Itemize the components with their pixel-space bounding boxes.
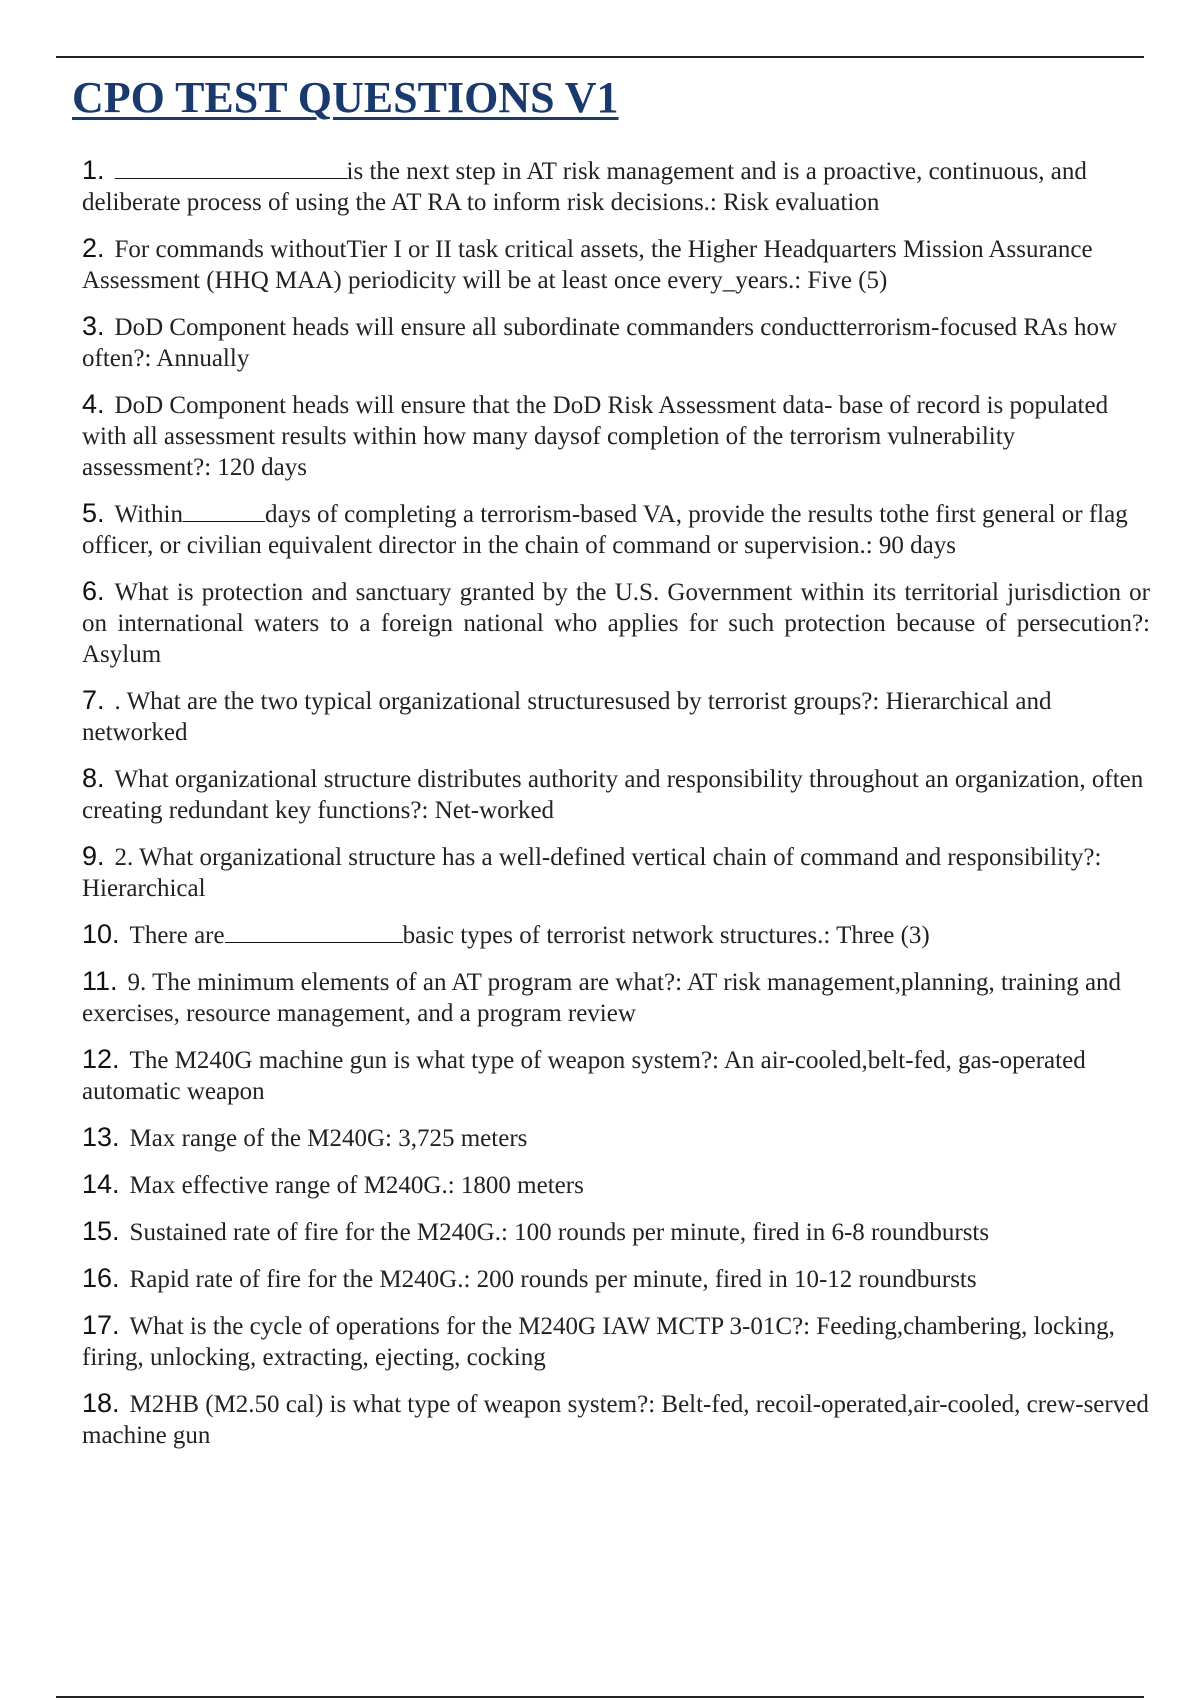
question-text: basic types of terrorist network structures.: Three (3) xyxy=(402,922,930,949)
question-item xyxy=(82,311,1150,374)
question-text: Max effective range of M240G.: 1800 meters xyxy=(129,1172,584,1199)
question-text: What is protection and sanctuary granted by the U.S. Government within its territorial jurisdiction or on international waters to a foreign national who applies for such protection because of persecution?: Asylum xyxy=(82,579,1150,668)
question-text: 2. What organizational structure has a well-defined vertical chain of command and responsibility?: Hierarchical xyxy=(82,844,1102,902)
page-title: CPO TEST QUESTIONS V1 xyxy=(72,73,619,122)
question-text: Sustained rate of fire for the M240G.: 100 rounds per minute, fired in 6-8 roundbursts xyxy=(129,1219,990,1246)
question-item xyxy=(82,576,1150,670)
question-item xyxy=(82,389,1150,483)
question-item xyxy=(82,1216,1150,1248)
question-item xyxy=(82,1310,1150,1373)
question-number: 1. xyxy=(82,155,105,185)
question-text: What organizational structure distributes authority and responsibility throughout an organization, often creating redundant key functions?: Net-worked xyxy=(82,766,1144,824)
question-item xyxy=(82,498,1150,561)
question-text: Within xyxy=(114,501,183,528)
question-number: 16. xyxy=(82,1263,120,1293)
question-item xyxy=(82,1388,1150,1451)
question-number: 15. xyxy=(82,1216,120,1246)
answer-blank xyxy=(183,503,265,522)
question-text: Rapid rate of fire for the M240G.: 200 rounds per minute, fired in 10-12 roundbursts xyxy=(129,1266,977,1293)
question-number: 14. xyxy=(82,1169,120,1199)
question-text: . What are the two typical organizational structuresused by terrorist groups?: Hierarchical and networked xyxy=(82,688,1052,746)
question-number: 17. xyxy=(82,1310,120,1340)
question-text: Max range of the M240G: 3,725 meters xyxy=(129,1125,528,1152)
question-item xyxy=(82,1263,1150,1295)
question-item xyxy=(82,919,1150,951)
bottom-rule xyxy=(56,1696,1144,1698)
question-text: What is the cycle of operations for the M240G IAW MCTP 3-01C?: Feeding,chambering, locking, firing, unlocking, extracting, ejecting, cocking xyxy=(82,1313,1115,1371)
question-number: 8. xyxy=(82,763,105,793)
question-text: 9. The minimum elements of an AT program are what?: AT risk management,planning, training and exercises, resource management, and a program review xyxy=(82,969,1122,1027)
question-number: 13. xyxy=(82,1122,120,1152)
question-item xyxy=(82,966,1150,1029)
question-item xyxy=(82,1044,1150,1107)
answer-blank xyxy=(115,160,347,179)
question-text: is the next step in AT risk management and is a proactive, continuous, and deliberate process of using the AT RA to inform risk decisions.: Risk evaluation xyxy=(82,158,1087,216)
question-number: 4. xyxy=(82,389,105,419)
question-item xyxy=(82,685,1150,748)
question-item xyxy=(82,155,1150,218)
question-number: 12. xyxy=(82,1044,120,1074)
question-number: 3. xyxy=(82,311,105,341)
question-list xyxy=(82,155,1150,1466)
question-number: 9. xyxy=(82,841,105,871)
question-item xyxy=(82,841,1150,904)
question-text: DoD Component heads will ensure that the DoD Risk Assessment data- base of record is populated with all assessment results within how many daysof completion of the terrorism vulnerability assessment?: 120 days xyxy=(82,392,1109,481)
question-text: There are xyxy=(129,922,225,949)
question-number: 11. xyxy=(82,966,118,996)
question-text: The M240G machine gun is what type of weapon system?: An air-cooled,belt-fed, gas-operated automatic weapon xyxy=(82,1047,1086,1105)
question-text: days of completing a terrorism-based VA, provide the results tothe first general or flag officer, or civilian equivalent director in the chain of command or supervision.: 90 days xyxy=(82,501,1128,559)
question-number: 5. xyxy=(82,498,105,528)
question-number: 7. xyxy=(82,685,105,715)
question-item xyxy=(82,1169,1150,1201)
question-number: 2. xyxy=(82,233,105,263)
question-item xyxy=(82,233,1150,296)
top-rule xyxy=(56,56,1144,58)
question-number: 18. xyxy=(82,1388,120,1418)
question-number: 10. xyxy=(82,919,120,949)
question-text: For commands withoutTier I or II task critical assets, the Higher Headquarters Mission Assurance Assessment (HHQ MAA) periodicity will be at least once every_years.: Five (5) xyxy=(82,236,1093,294)
answer-blank xyxy=(225,924,403,943)
question-item xyxy=(82,763,1150,826)
question-text: DoD Component heads will ensure all subordinate commanders conductterrorism-focused RAs how often?: Annually xyxy=(82,314,1118,372)
question-number: 6. xyxy=(82,576,105,606)
question-item xyxy=(82,1122,1150,1154)
question-text: M2HB (M2.50 cal) is what type of weapon system?: Belt-fed, recoil-operated,air-cooled, crew-served machine gun xyxy=(82,1391,1149,1449)
